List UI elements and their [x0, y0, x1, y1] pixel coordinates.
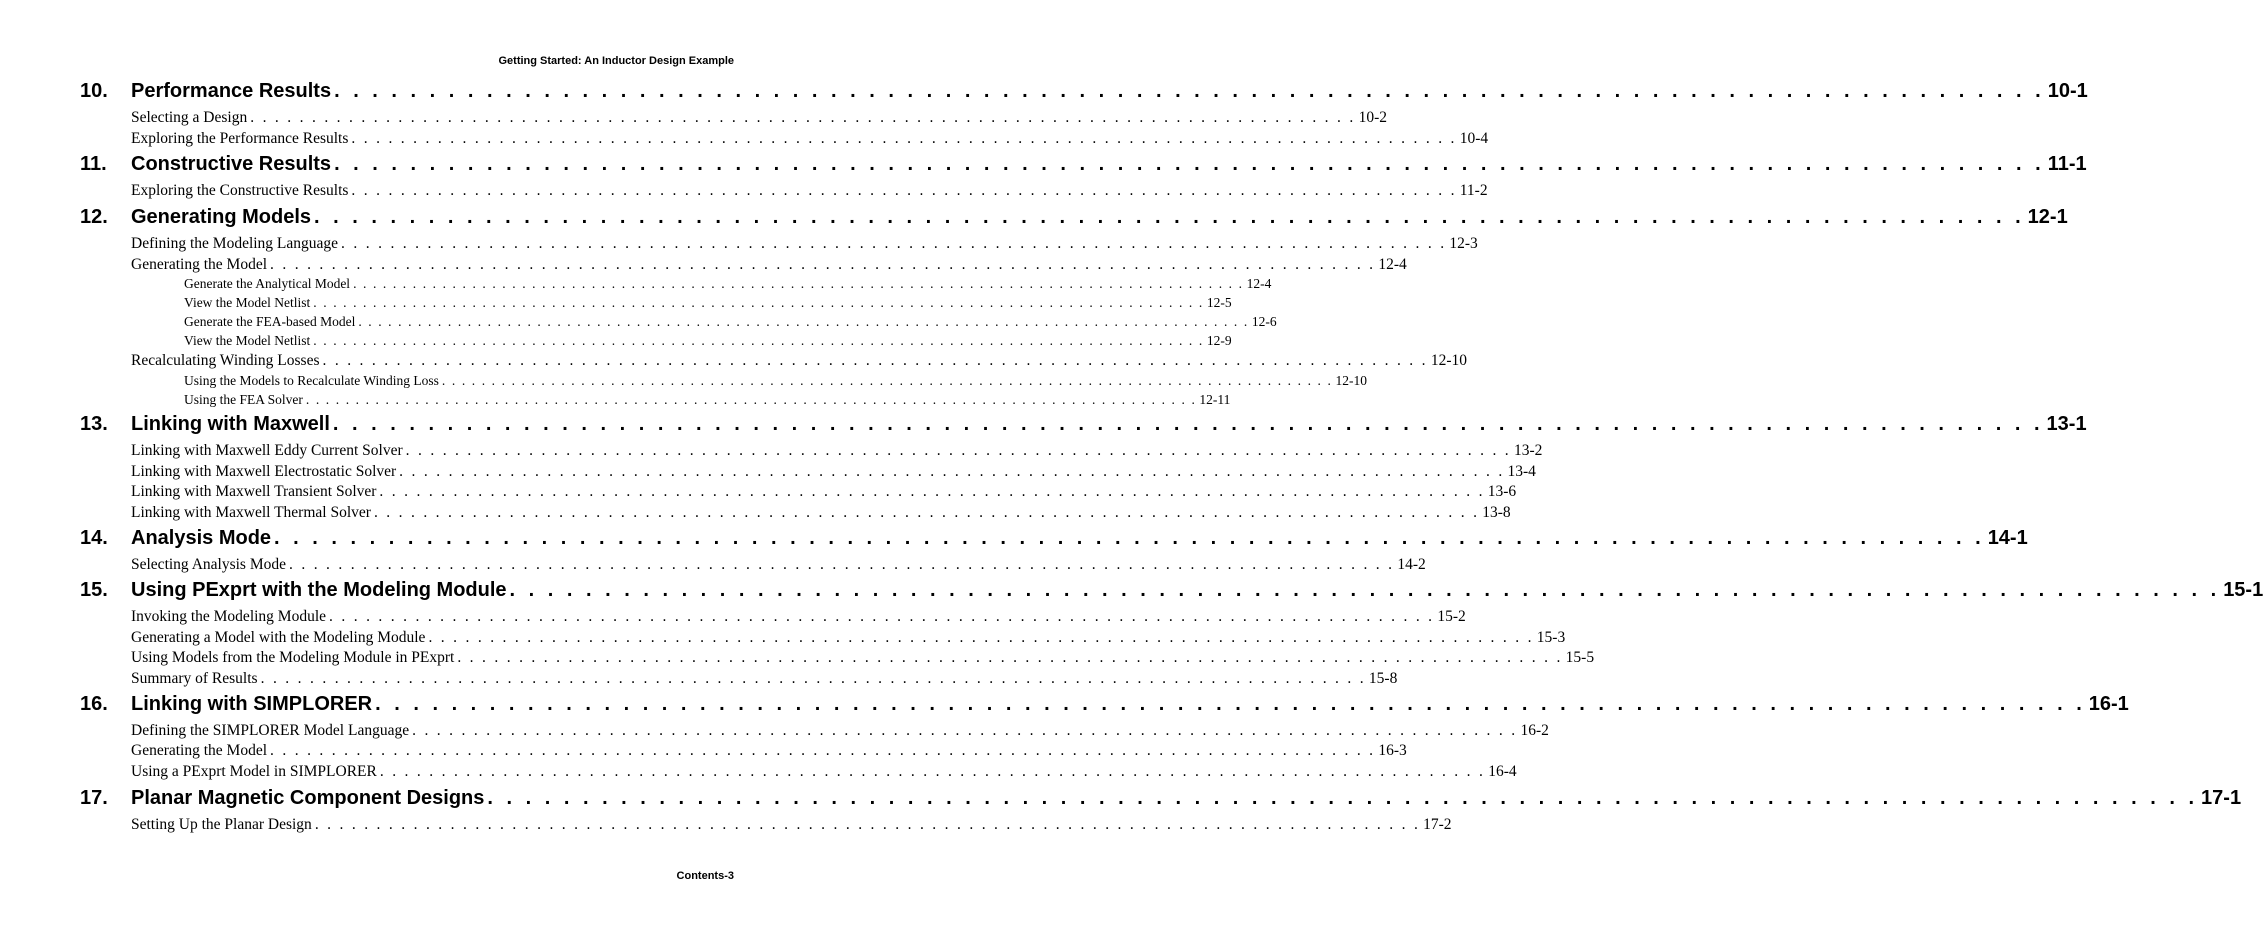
- toc-section[interactable]: [131, 815, 1452, 835]
- chapter-number: 16.: [80, 693, 108, 715]
- toc-subsection[interactable]: [184, 313, 1277, 331]
- chapter-number: 13.: [80, 413, 108, 435]
- section-title: Using Models from the Modeling Module in PExprt: [131, 649, 455, 666]
- section-title: Recalculating Winding Losses: [131, 352, 320, 369]
- section-title: Generating a Model with the Modeling Module: [131, 629, 426, 646]
- page-number: 15-3: [1536, 629, 1566, 646]
- section-title: Linking with Maxwell Electrostatic Solver: [131, 463, 397, 480]
- page-number: 10-4: [1459, 130, 1489, 147]
- page-number: 10-1: [2047, 80, 2088, 102]
- dot-leader: . . . . . . . . . . . . . . . . . . . . . . . . . . . . . . . . . . . . . . . . . . . . . . . . . . . . . . . . . . . . . . . . . . . . . . . . . . . . . . . . . . . . . . . . . .: [428, 629, 1534, 646]
- dot-leader: . . . . . . . . . . . . . . . . . . . . . . . . . . . . . . . . . . . . . . . . . . . . . . . . . . . . . . . . . . . . . . . . . . . . . . . . . . . . . . . . . . . . . . . . . .: [379, 763, 1486, 780]
- section-title: Invoking the Modeling Module: [131, 608, 327, 625]
- dot-leader: . . . . . . . . . . . . . . . . . . . . . . . . . . . . . . . . . . . . . . . . . . . . . . . . . . . . . . . . . . . . . . . . . . . . . . . . . . . . . . . . . . . . . . . . . .: [399, 463, 1505, 480]
- toc-subsection[interactable]: [184, 391, 1231, 409]
- page-number: 14-2: [1397, 556, 1426, 573]
- page-number: 10-2: [1358, 109, 1387, 126]
- section-title: Linking with Maxwell Thermal Solver: [131, 504, 371, 521]
- page-number: 12-10: [1335, 373, 1367, 388]
- dot-leader: . . . . . . . . . . . . . . . . . . . . . . . . . . . . . . . . . . . . . . . . . . . . . . . . . . . . . . . . . . . . . . . . . . . . . . . . . . . . . . . . . . . . . . . . . .: [373, 504, 1480, 521]
- chapter-title: Linking with Maxwell: [131, 413, 330, 435]
- toc-section[interactable]: [131, 482, 1517, 502]
- dot-leader: . . . . . . . . . . . . . . . . . . . . . . . . . . . . . . . . . . . . . . . . . . . . . . . . . . . . . . . . . . . . . . . . . . . . . . . . . . . . . . . . . . . . . . . . . .: [334, 153, 2045, 175]
- dot-leader: . . . . . . . . . . . . . . . . . . . . . . . . . . . . . . . . . . . . . . . . . . . . . . . . . . . . . . . . . . . . . . . . . . . . . . . . . . . . . . . . . . . . . . . . . .: [313, 295, 1204, 310]
- page-number: 15-1: [2223, 579, 2263, 601]
- toc-section[interactable]: [131, 234, 1478, 254]
- subsection-title: Generate the Analytical Model: [184, 276, 351, 291]
- dot-leader: . . . . . . . . . . . . . . . . . . . . . . . . . . . . . . . . . . . . . . . . . . . . . . . . . . . . . . . . . . . . . . . . . . . . . . . . . . . . . . . . . . . . . . . . . .: [314, 206, 2025, 228]
- section-title: Selecting Analysis Mode: [131, 556, 286, 573]
- toc-section[interactable]: [131, 607, 1466, 627]
- dot-leader: . . . . . . . . . . . . . . . . . . . . . . . . . . . . . . . . . . . . . . . . . . . . . . . . . . . . . . . . . . . . . . . . . . . . . . . . . . . . . . . . . . . . . . . . . .: [305, 392, 1197, 407]
- chapter-title: Performance Results: [131, 80, 332, 102]
- chapter-title: Constructive Results: [131, 153, 332, 175]
- page-number: 12-1: [2027, 206, 2068, 228]
- dot-leader: . . . . . . . . . . . . . . . . . . . . . . . . . . . . . . . . . . . . . . . . . . . . . . . . . . . . . . . . . . . . . . . . . . . . . . . . . . . . . . . . . . . . . . . . . .: [375, 693, 2086, 715]
- dot-leader: . . . . . . . . . . . . . . . . . . . . . . . . . . . . . . . . . . . . . . . . . . . . . . . . . . . . . . . . . . . . . . . . . . . . . . . . . . . . . . . . . . . . . . . . . .: [441, 373, 1333, 388]
- section-title: Selecting a Design: [131, 109, 248, 126]
- chapter-number: 10.: [80, 80, 108, 102]
- dot-leader: . . . . . . . . . . . . . . . . . . . . . . . . . . . . . . . . . . . . . . . . . . . . . . . . . . . . . . . . . . . . . . . . . . . . . . . . . . . . . . . . . . . . . . . . . .: [405, 442, 1511, 459]
- subsection-title: View the Model Netlist: [184, 333, 311, 348]
- page-number: 12-3: [1449, 235, 1478, 252]
- page-number: 16-3: [1378, 742, 1407, 759]
- page-number: 12-6: [1251, 314, 1277, 329]
- chapter-number: 11.: [80, 153, 107, 175]
- page-number: 13-4: [1507, 463, 1536, 480]
- dot-leader: . . . . . . . . . . . . . . . . . . . . . . . . . . . . . . . . . . . . . . . . . . . . . . . . . . . . . . . . . . . . . . . . . . . . . . . . . . . . . . . . . . . . . . . . . .: [379, 483, 1485, 500]
- section-title: Linking with Maxwell Transient Solver: [131, 483, 377, 500]
- toc-section[interactable]: [131, 255, 1407, 275]
- page-number: 16-1: [2088, 693, 2129, 715]
- page-number: 12-11: [1199, 392, 1231, 407]
- dot-leader: . . . . . . . . . . . . . . . . . . . . . . . . . . . . . . . . . . . . . . . . . . . . . . . . . . . . . . . . . . . . . . . . . . . . . . . . . . . . . . . . . . . . . . . . . .: [509, 579, 2221, 601]
- dot-leader: . . . . . . . . . . . . . . . . . . . . . . . . . . . . . . . . . . . . . . . . . . . . . . . . . . . . . . . . . . . . . . . . . . . . . . . . . . . . . . . . . . . . . . . . . .: [341, 235, 1447, 252]
- toc-chapter-10[interactable]: [80, 79, 2088, 103]
- toc-subsection[interactable]: [184, 332, 1232, 350]
- toc-section[interactable]: [131, 351, 1467, 371]
- page-number: 15-2: [1437, 608, 1466, 625]
- chapter-title: Planar Magnetic Component Designs: [131, 787, 485, 809]
- page-number: 16-4: [1488, 763, 1517, 780]
- dot-leader: . . . . . . . . . . . . . . . . . . . . . . . . . . . . . . . . . . . . . . . . . . . . . . . . . . . . . . . . . . . . . . . . . . . . . . . . . . . . . . . . . . . . . . . . . .: [322, 352, 1428, 369]
- subsection-title: Generate the FEA-based Model: [184, 314, 356, 329]
- page-number: 12-5: [1206, 295, 1232, 310]
- chapter-title: Analysis Mode: [131, 527, 272, 549]
- dot-leader: . . . . . . . . . . . . . . . . . . . . . . . . . . . . . . . . . . . . . . . . . . . . . . . . . . . . . . . . . . . . . . . . . . . . . . . . . . . . . . . . . . . . . . . . . .: [457, 649, 1563, 666]
- section-title: Using a PExprt Model in SIMPLORER: [131, 763, 377, 780]
- page-number: 11-2: [1459, 182, 1488, 199]
- running-header: Getting Started: An Inductor Design Example: [498, 55, 734, 67]
- dot-leader: . . . . . . . . . . . . . . . . . . . . . . . . . . . . . . . . . . . . . . . . . . . . . . . . . . . . . . . . . . . . . . . . . . . . . . . . . . . . . . . . . . . . . . . . . .: [351, 130, 1457, 147]
- page-number: 12-10: [1430, 352, 1467, 369]
- page-number: 13-1: [2046, 413, 2087, 435]
- dot-leader: . . . . . . . . . . . . . . . . . . . . . . . . . . . . . . . . . . . . . . . . . . . . . . . . . . . . . . . . . . . . . . . . . . . . . . . . . . . . . . . . . . . . . . . . . .: [487, 787, 2199, 809]
- page-number: 11-1: [2047, 153, 2087, 175]
- dot-leader: . . . . . . . . . . . . . . . . . . . . . . . . . . . . . . . . . . . . . . . . . . . . . . . . . . . . . . . . . . . . . . . . . . . . . . . . . . . . . . . . . . . . . . . . . .: [353, 276, 1244, 291]
- toc-section[interactable]: [131, 721, 1549, 741]
- dot-leader: . . . . . . . . . . . . . . . . . . . . . . . . . . . . . . . . . . . . . . . . . . . . . . . . . . . . . . . . . . . . . . . . . . . . . . . . . . . . . . . . . . . . . . . . . .: [313, 333, 1204, 348]
- section-title: Exploring the Constructive Results: [131, 182, 349, 199]
- chapter-number: 14.: [80, 527, 108, 549]
- toc-chapter-13[interactable]: [80, 412, 2087, 436]
- dot-leader: . . . . . . . . . . . . . . . . . . . . . . . . . . . . . . . . . . . . . . . . . . . . . . . . . . . . . . . . . . . . . . . . . . . . . . . . . . . . . . . . . . . . . . . . . .: [332, 413, 2044, 435]
- chapter-title: Using PExprt with the Modeling Module: [131, 579, 507, 601]
- dot-leader: . . . . . . . . . . . . . . . . . . . . . . . . . . . . . . . . . . . . . . . . . . . . . . . . . . . . . . . . . . . . . . . . . . . . . . . . . . . . . . . . . . . . . . . . . .: [270, 256, 1376, 273]
- dot-leader: . . . . . . . . . . . . . . . . . . . . . . . . . . . . . . . . . . . . . . . . . . . . . . . . . . . . . . . . . . . . . . . . . . . . . . . . . . . . . . . . . . . . . . . . . .: [289, 556, 1395, 573]
- page-number: 13-2: [1513, 442, 1543, 459]
- page-number: 13-8: [1482, 504, 1511, 521]
- chapter-title: Generating Models: [131, 206, 312, 228]
- section-title: Generating the Model: [131, 256, 268, 273]
- page-number: 12-9: [1206, 333, 1232, 348]
- toc-section[interactable]: [131, 181, 1488, 201]
- toc-section[interactable]: [131, 108, 1387, 128]
- toc-section[interactable]: [131, 648, 1595, 668]
- dot-leader: . . . . . . . . . . . . . . . . . . . . . . . . . . . . . . . . . . . . . . . . . . . . . . . . . . . . . . . . . . . . . . . . . . . . . . . . . . . . . . . . . . . . . . . . . .: [270, 742, 1376, 759]
- dot-leader: . . . . . . . . . . . . . . . . . . . . . . . . . . . . . . . . . . . . . . . . . . . . . . . . . . . . . . . . . . . . . . . . . . . . . . . . . . . . . . . . . . . . . . . . . .: [274, 527, 1985, 549]
- subsection-title: Using the FEA Solver: [184, 392, 303, 407]
- page-number: 12-4: [1246, 276, 1272, 291]
- dot-leader: . . . . . . . . . . . . . . . . . . . . . . . . . . . . . . . . . . . . . . . . . . . . . . . . . . . . . . . . . . . . . . . . . . . . . . . . . . . . . . . . . . . . . . . . . .: [250, 109, 1356, 126]
- subsection-title: View the Model Netlist: [184, 295, 311, 310]
- toc-section[interactable]: [131, 741, 1407, 761]
- page-number: 12-4: [1378, 256, 1407, 273]
- section-title: Defining the SIMPLORER Model Language: [131, 722, 410, 739]
- page-footer: Contents-3: [676, 870, 734, 882]
- page-number: 14-1: [1987, 527, 2028, 549]
- toc-chapter-17[interactable]: [80, 786, 2242, 810]
- page-number: 16-2: [1520, 722, 1549, 739]
- toc-section[interactable]: [131, 503, 1511, 523]
- chapter-number: 15.: [80, 579, 108, 601]
- toc-section[interactable]: [131, 669, 1398, 689]
- toc-section[interactable]: [131, 129, 1489, 149]
- toc-subsection[interactable]: [184, 372, 1367, 390]
- toc-chapter-16[interactable]: [80, 692, 2129, 716]
- dot-leader: . . . . . . . . . . . . . . . . . . . . . . . . . . . . . . . . . . . . . . . . . . . . . . . . . . . . . . . . . . . . . . . . . . . . . . . . . . . . . . . . . . . . . . . . . .: [314, 816, 1421, 833]
- toc-section[interactable]: [131, 441, 1543, 461]
- section-title: Defining the Modeling Language: [131, 235, 339, 252]
- toc-subsection[interactable]: [184, 294, 1232, 312]
- toc-section[interactable]: [131, 628, 1566, 648]
- toc-section[interactable]: [131, 762, 1517, 782]
- dot-leader: . . . . . . . . . . . . . . . . . . . . . . . . . . . . . . . . . . . . . . . . . . . . . . . . . . . . . . . . . . . . . . . . . . . . . . . . . . . . . . . . . . . . . . . . . .: [260, 670, 1366, 687]
- chapter-number: 12.: [80, 206, 108, 228]
- toc-section[interactable]: [131, 462, 1536, 482]
- toc-chapter-11[interactable]: [80, 152, 2087, 176]
- chapter-number: 17.: [80, 787, 108, 809]
- section-title: Linking with Maxwell Eddy Current Solver: [131, 442, 403, 459]
- section-title: Summary of Results: [131, 670, 258, 687]
- section-title: Setting Up the Planar Design: [131, 816, 312, 833]
- chapter-title: Linking with SIMPLORER: [131, 693, 373, 715]
- dot-leader: . . . . . . . . . . . . . . . . . . . . . . . . . . . . . . . . . . . . . . . . . . . . . . . . . . . . . . . . . . . . . . . . . . . . . . . . . . . . . . . . . . . . . . . . . .: [358, 314, 1249, 329]
- dot-leader: . . . . . . . . . . . . . . . . . . . . . . . . . . . . . . . . . . . . . . . . . . . . . . . . . . . . . . . . . . . . . . . . . . . . . . . . . . . . . . . . . . . . . . . . . .: [329, 608, 1435, 625]
- subsection-title: Using the Models to Recalculate Winding Loss: [184, 373, 439, 388]
- toc-section[interactable]: [131, 555, 1426, 575]
- dot-leader: . . . . . . . . . . . . . . . . . . . . . . . . . . . . . . . . . . . . . . . . . . . . . . . . . . . . . . . . . . . . . . . . . . . . . . . . . . . . . . . . . . . . . . . . . .: [334, 80, 2045, 102]
- dot-leader: . . . . . . . . . . . . . . . . . . . . . . . . . . . . . . . . . . . . . . . . . . . . . . . . . . . . . . . . . . . . . . . . . . . . . . . . . . . . . . . . . . . . . . . . . .: [412, 722, 1518, 739]
- page-number: 15-5: [1565, 649, 1595, 666]
- page-number: 17-1: [2201, 787, 2242, 809]
- toc-chapter-12[interactable]: [80, 205, 2068, 229]
- page-number: 15-8: [1368, 670, 1398, 687]
- page-number: 17-2: [1423, 816, 1452, 833]
- toc-chapter-15[interactable]: [80, 578, 2263, 602]
- dot-leader: . . . . . . . . . . . . . . . . . . . . . . . . . . . . . . . . . . . . . . . . . . . . . . . . . . . . . . . . . . . . . . . . . . . . . . . . . . . . . . . . . . . . . . . . . .: [351, 182, 1457, 199]
- toc-chapter-14[interactable]: [80, 526, 2028, 550]
- page-number: 13-6: [1487, 483, 1517, 500]
- section-title: Generating the Model: [131, 742, 268, 759]
- toc-subsection[interactable]: [184, 275, 1272, 293]
- section-title: Exploring the Performance Results: [131, 130, 349, 147]
